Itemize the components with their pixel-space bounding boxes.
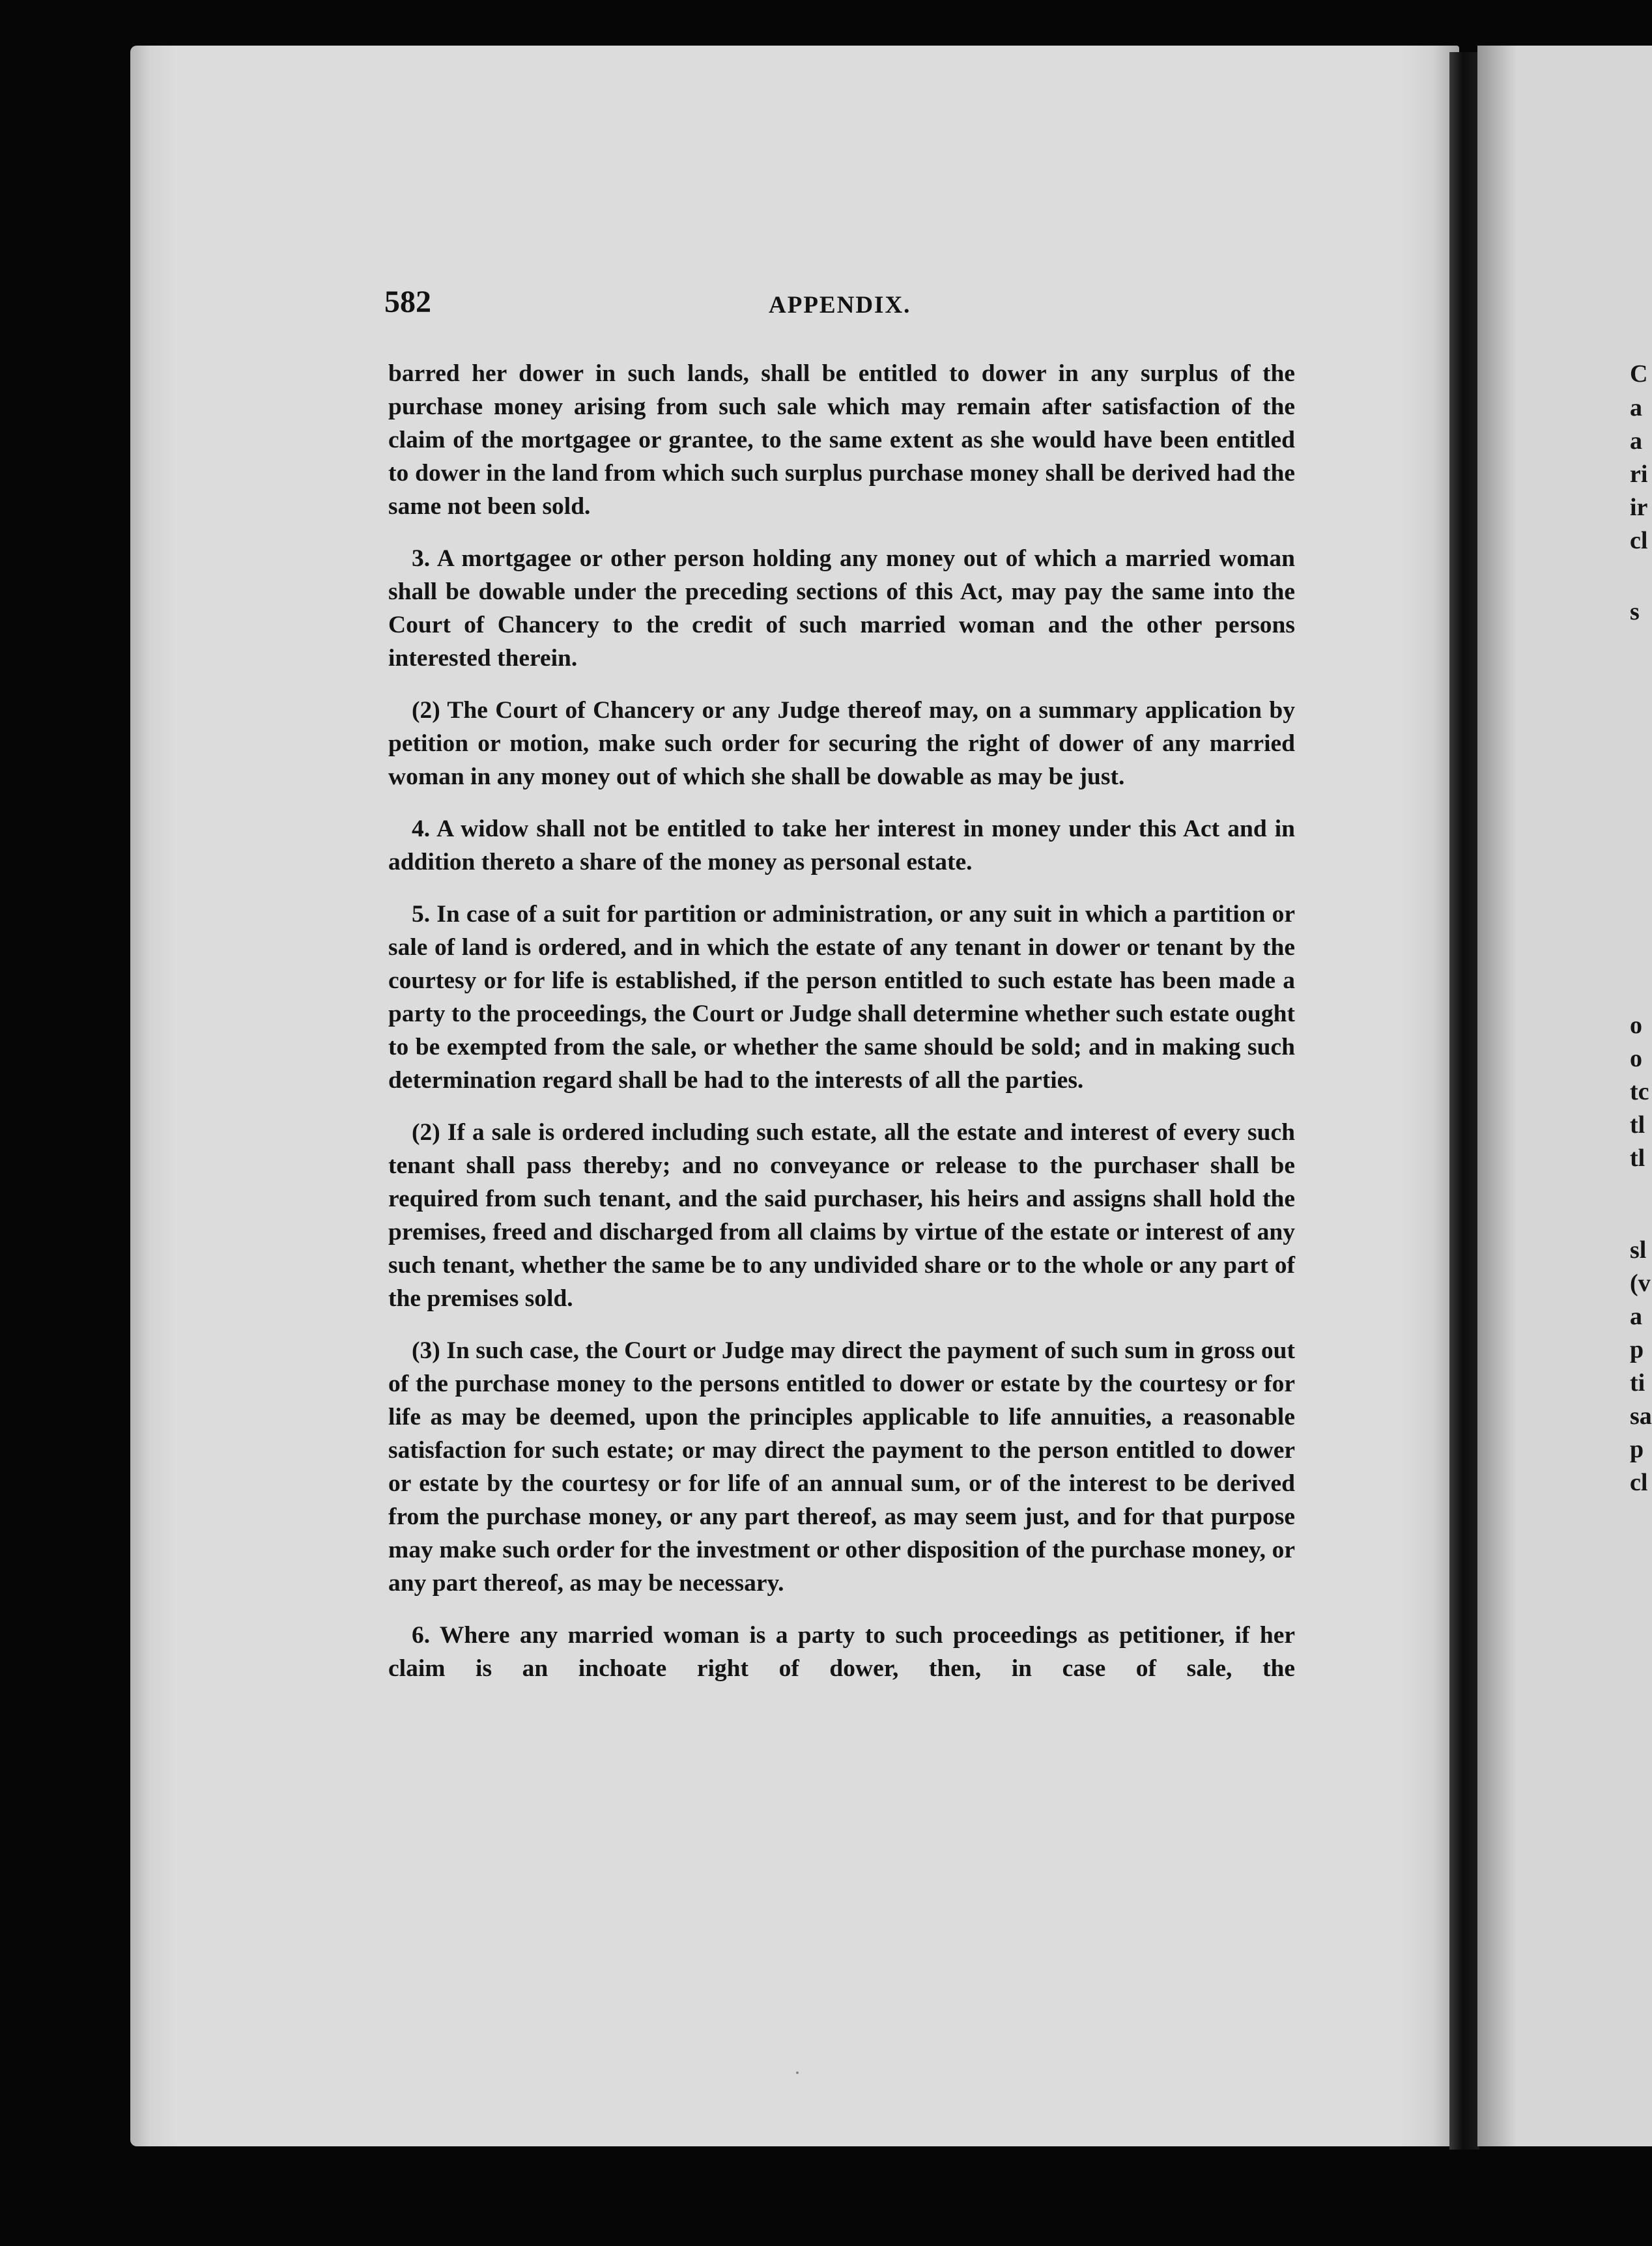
facing-page-fragment: tc	[1630, 1078, 1649, 1105]
facing-page-fragment: p	[1630, 1436, 1644, 1463]
book-gutter	[1449, 52, 1479, 2150]
scan-speck	[796, 2071, 799, 2074]
facing-page-fragment: tl	[1630, 1144, 1645, 1172]
facing-page-fragment: a	[1630, 427, 1642, 455]
facing-page-fragment: cl	[1630, 527, 1648, 554]
paragraph-section-3-2: (2) The Court of Chancery or any Judge thereof may, on a summary application by petition or motion, make such order for securing the right of dower of any married woman in any money out of which she shall be dowable as may be just.	[388, 697, 1295, 790]
facing-page-fragment: ri	[1630, 461, 1648, 488]
paragraph-section-5: 5. In case of a suit for partition or administration, or any suit in which a partition or sale of land is ordered, and in which the estate of any tenant in dower or tenant by the courtesy or for life is established, if the person entitled to such estate has been made a party to the proceedings, the Court or Judge shall determine whether such estate ought to be exempted from the sale, or whether the same should be sold; and in making such determination regard shall be had to the interests of all the parties.	[388, 901, 1295, 1094]
facing-page-fragment: tl	[1630, 1111, 1645, 1139]
facing-page-fragment: ti	[1630, 1369, 1645, 1397]
facing-page-fragment: a	[1630, 394, 1642, 421]
facing-page-fragment: ir	[1630, 494, 1648, 521]
page-number: 582	[384, 285, 431, 319]
facing-page-fragment: o	[1630, 1045, 1642, 1072]
paragraph-continuation: barred her dower in such lands, shall be entitled to dower in any surplus of the purchase money arising from such sale which may remain after satisfaction of the claim of the mortgagee or grantee, to the same extent as she would have been entitled to dower in the land from which such surplus purchase money shall be derived had the same not been sold.	[388, 360, 1295, 520]
paragraph-section-3: 3. A mortgagee or other person holding any money out of which a married woman shall be dowable under the preceding sections of this Act, may pay the same into the Court of Chancery to the credit of such married woman and the other persons interested therein.	[388, 545, 1295, 672]
paragraph-section-5-3: (3) In such case, the Court or Judge may direct the payment of such sum in gross out of the purchase money to the persons entitled to dower or estate by the courtesy or for life as may be deemed, upon the principles applicable to life annuities, a reasonable satisfaction for such estate; or may direct the payment to the person entitled to dower or estate by the courtesy or for life of an annual sum, or of the interest to be derived from the purchase money, or any part thereof, as may seem just, and for that purpose may make such order for the investment or other disposition of the purchase money, or any part thereof, as may be necessary.	[388, 1337, 1295, 1597]
paragraph-section-6: 6. Where any married woman is a party to such proceedings as petitioner, if her claim is an inchoate right of dower, then, in case of sale, the	[388, 1622, 1295, 1682]
page-body-text	[388, 357, 1295, 1704]
facing-page-fragment: p	[1630, 1336, 1644, 1363]
facing-page-fragment: (v	[1630, 1270, 1651, 1297]
paragraph-section-5-2: (2) If a sale is ordered including such estate, all the estate and interest of every such tenant shall pass thereby; and no conveyance or release to the purchaser shall be required from such tenant, and the said purchaser, his heirs and assigns shall hold the premises, freed and discharged from all claims by virtue of the estate or interest of any such tenant, whether the same be to any undivided share or to the whole or any part of the premises sold.	[388, 1119, 1295, 1312]
facing-page-fragment: C	[1630, 360, 1648, 388]
facing-page-fragment: sa	[1630, 1402, 1652, 1430]
facing-page-fragment: sl	[1630, 1236, 1647, 1264]
facing-page-fragment: s	[1630, 598, 1640, 625]
facing-page-fragment: o	[1630, 1012, 1642, 1039]
facing-page-fragment: a	[1630, 1303, 1642, 1330]
running-header-title: APPENDIX.	[769, 292, 911, 319]
facing-page-fragment: cl	[1630, 1469, 1648, 1496]
paragraph-section-4: 4. A widow shall not be entitled to take her interest in money under this Act and in addition thereto a share of the money as personal estate.	[388, 816, 1295, 875]
right-book-page-edge	[1477, 46, 1652, 2146]
